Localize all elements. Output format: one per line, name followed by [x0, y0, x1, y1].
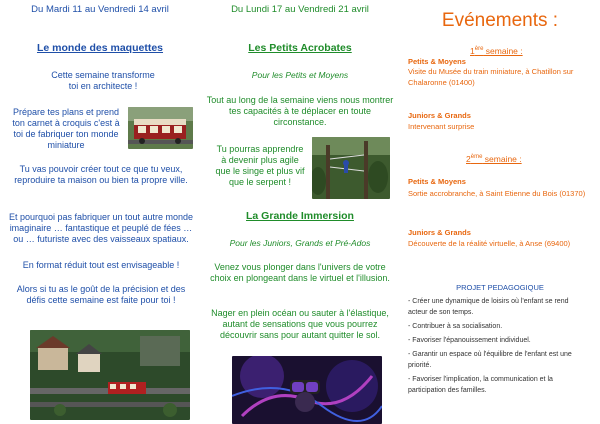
- col2-para2: Tu pourras apprendre à devenir plus agile que le singe et plus vif que le serpent !: [215, 144, 305, 187]
- projet-item: - Contribuer à sa socialisation.: [408, 323, 503, 330]
- projet-item: - Favoriser l'épanouissement individuel.: [408, 337, 531, 344]
- w1-group2-label: Juniors & Grands: [408, 111, 471, 120]
- col2-sub1: Pour les Petits et Moyens: [251, 70, 349, 80]
- projet-item: - Garantir un espace où l'équilibre de l'enfant est une priorité.: [408, 351, 572, 369]
- w1-group1-label: Petits & Moyens: [408, 57, 466, 66]
- col1-intro: Cette semaine transforme toi en architecte !: [51, 70, 155, 91]
- w2-group1-text: Sortie accrobranche, à Saint Etienne du Bois (01370): [408, 189, 586, 198]
- vr-photo: [232, 356, 382, 424]
- train-photo: [128, 107, 193, 149]
- projet-list: [408, 296, 588, 396]
- col2-para3: Venez vous plonger dans l'univers de votre choix en plongeant dans le virtuel et l'illusion.: [210, 262, 390, 283]
- model-village-photo: [30, 330, 190, 420]
- projet-item: - Créer une dynamique de loisirs où l'enfant se rend acteur de son temps.: [408, 298, 569, 316]
- col1-para1: Prépare tes plans et prend ton carnet à croquis c'est à toi de fabriquer ton monde miniature: [12, 107, 120, 150]
- w2-group2-label: Juniors & Grands: [408, 228, 471, 237]
- events-title: Evénements :: [441, 10, 559, 31]
- projet-title: PROJET PEDAGOGIQUE: [456, 283, 544, 292]
- week1-heading: 1ère semaine :: [470, 45, 523, 56]
- col1-title: Le monde des maquettes: [36, 42, 164, 54]
- col1-date: Du Mardi 11 au Vendredi 14 avril: [31, 4, 169, 15]
- col1-para4: En format réduit tout est envisageable !: [22, 260, 180, 270]
- w1-group2-text: Intervenant surprise: [408, 122, 475, 131]
- col1-para2: Tu vas pouvoir créer tout ce que tu veux, reproduire ta maison ou bien ta propre ville.: [14, 164, 188, 185]
- col2-title1: Les Petits Acrobates: [248, 42, 352, 54]
- accrobranche-photo: [312, 137, 390, 199]
- col2-para1: Tout au long de la semaine viens nous montrer tes capacités à te déplacer en toute circonstance.: [206, 95, 394, 127]
- w1-group1-text: Visite du Musée du train miniature, à Chatillon sur Chalaronne (01400): [408, 67, 574, 87]
- week2-heading: 2ème semaine :: [466, 153, 522, 164]
- col2-title2: La Grande Immersion: [246, 210, 354, 222]
- w2-group1-label: Petits & Moyens: [408, 177, 466, 186]
- col2-date: Du Lundi 17 au Vendredi 21 avril: [231, 4, 369, 15]
- projet-item: - Favoriser l'implication, la communication et la participation des familles.: [408, 376, 553, 394]
- col2-para4: Nager en plein océan ou sauter à l'élastique, autant de sensations que vous pourrez découvrir sans pour autant quitter le sol.: [211, 308, 389, 340]
- col1-para5: Alors si tu as le goût de la précision et des défis cette semaine est faite pour toi !: [16, 284, 186, 305]
- w2-group2-text: Découverte de la réalité virtuelle, à Anse (69400): [408, 239, 571, 248]
- col2-sub2: Pour les Juniors, Grands et Pré-Ados: [229, 238, 371, 248]
- col1-para3: Et pourquoi pas fabriquer un tout autre monde imaginaire … fantastique et peuplé de fées … ou … futuriste avec des vaisseaux spatiaux.: [8, 212, 194, 244]
